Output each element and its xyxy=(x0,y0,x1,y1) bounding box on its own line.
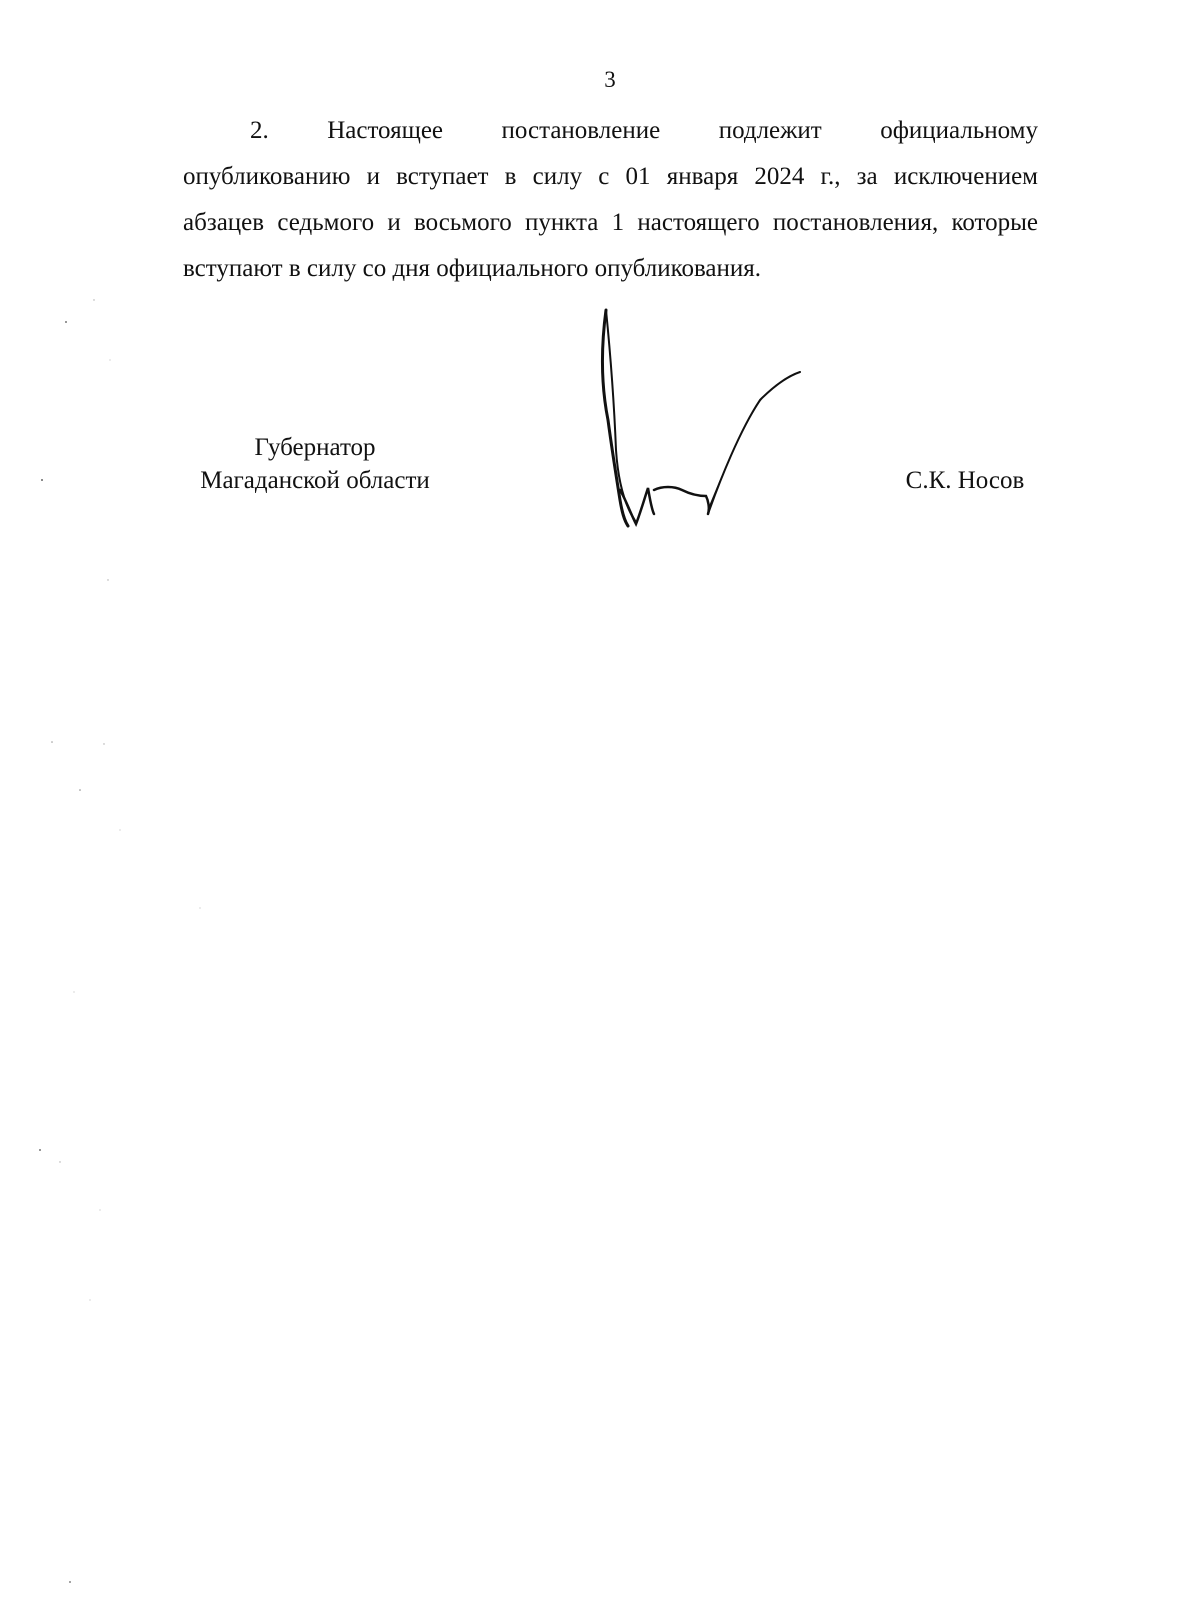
paragraph-word: постановление xyxy=(501,117,661,144)
signatory-position xyxy=(150,431,480,497)
paragraph-word: Настоящее xyxy=(327,117,444,144)
signatory-position-line: Губернатор xyxy=(254,434,376,461)
paragraph-first-line xyxy=(183,108,1038,154)
page-number: 3 xyxy=(604,67,616,92)
paragraph-line: вступают в силу со дня официального опубликования. xyxy=(183,255,762,282)
paragraph-word: подлежит xyxy=(718,117,822,144)
paragraph-number: 2. xyxy=(250,117,269,144)
paragraph-2 xyxy=(183,108,1038,292)
paragraph-word: официальному xyxy=(880,117,1038,144)
signatory-name: С.К. Носов xyxy=(905,467,1025,494)
signatory-position-line: Магаданской области xyxy=(200,467,430,494)
paragraph-line: абзацев седьмого и восьмого пункта 1 настоящего постановления, которые xyxy=(183,209,1038,236)
handwritten-signature xyxy=(590,300,820,540)
paragraph-line: опубликованию и вступает в силу с 01 января 2024 г., за исключением xyxy=(183,163,1038,190)
